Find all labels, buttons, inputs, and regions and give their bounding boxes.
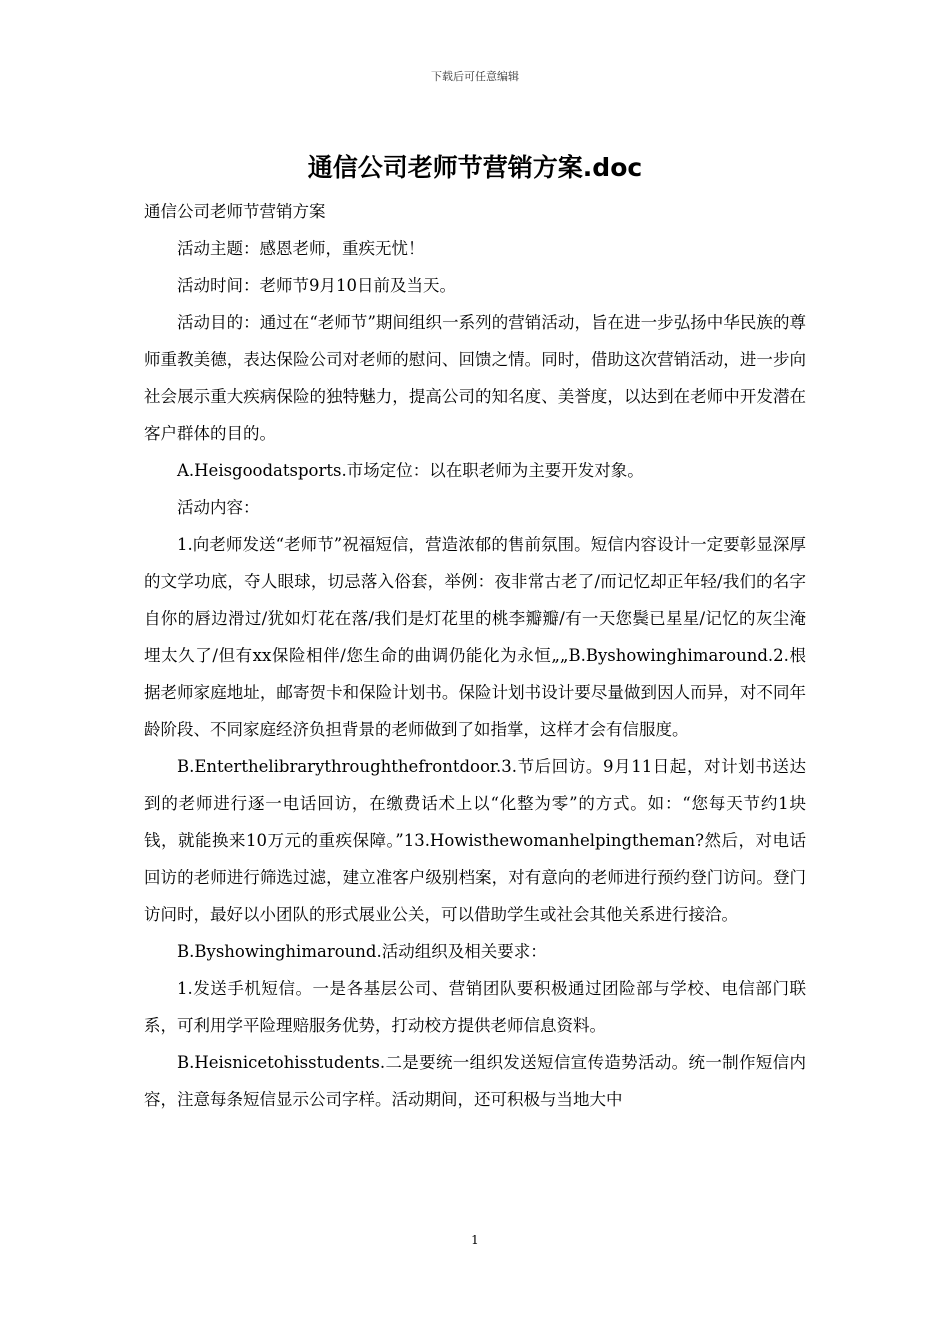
document-body: [144, 193, 806, 1118]
body-paragraph-content-heading: 活动内容：: [177, 498, 260, 517]
body-paragraph-item-1: 1.向老师发送“老师节”祝福短信，营造浓郁的售前氛围。短信内容设计一定要彰显深厚的文学功底，夺人眼球，切忌落入俗套，举例：夜非常古老了/而记忆却正年轻/我们的名字自你的唇边滑过/犹如灯花在落/我们是灯花里的桃李瓣瓣/有一天您鬓已星星/记忆的灰尘淹埋太久了/但有xx保险相伴/您生命的曲调仍能化为永恒„„B.Byshowinghimaround.2.根据老师家庭地址，邮寄贺卡和保险计划书。保险计划书设计要尽量做到因人而异，对不同年龄阶段、不同家庭经济负担背景的老师做到了如指掌，这样才会有信服度。: [144, 535, 806, 739]
body-paragraph-sms-campaign: B.Heisnicetohisstudents.二是要统一组织发送短信宣传造势活动。统一制作短信内容，注意每条短信显示公司字样。活动期间，还可积极与当地大中: [144, 1053, 806, 1109]
body-paragraph-item-3: B.Enterthelibrarythroughthefrontdoor.3.节后回访。9月11日起，对计划书送达到的老师进行逐一电话回访，在缴费话术上以“化整为零”的方式。如：“您每天节约1块钱，就能换来10万元的重疾保障。”13.Howisthewomanhelpingtheman?然后，对电话回访的老师进行筛选过滤，建立准客户级别档案，对有意向的老师进行预约登门访问。登门访问时，最好以小团队的形式展业公关，可以借助学生或社会其他关系进行接洽。: [144, 757, 806, 924]
page-number: 1: [471, 1233, 479, 1247]
body-paragraph-organization-heading: B.Byshowinghimaround.活动组织及相关要求：: [177, 942, 547, 961]
body-paragraph-sms: 1.发送手机短信。一是各基层公司、营销团队要积极通过团险部与学校、电信部门联系，可利用学平险理赔服务优势，打动校方提供老师信息资料。: [144, 979, 806, 1035]
body-paragraph-purpose: 活动目的：通过在“老师节”期间组织一系列的营销活动，旨在进一步弘扬中华民族的尊师重教美德，表达保险公司对老师的慰问、回馈之情。同时，借助这次营销活动，进一步向社会展示重大疾病保险的独特魅力，提高公司的知名度、美誉度，以达到在老师中开发潜在客户群体的目的。: [144, 313, 806, 443]
page-header-note: 下载后可任意编辑: [431, 70, 519, 83]
body-paragraph-theme: 活动主题：感恩老师，重疾无忧！: [177, 239, 425, 258]
body-paragraph-time: 活动时间：老师节9月10日前及当天。: [177, 276, 456, 295]
document-title: 通信公司老师节营销方案.doc: [307, 153, 643, 182]
body-paragraph-positioning: A.Heisgoodatsports.市场定位：以在职老师为主要开发对象。: [177, 461, 644, 480]
body-paragraph-subtitle: 通信公司老师节营销方案: [144, 202, 326, 221]
